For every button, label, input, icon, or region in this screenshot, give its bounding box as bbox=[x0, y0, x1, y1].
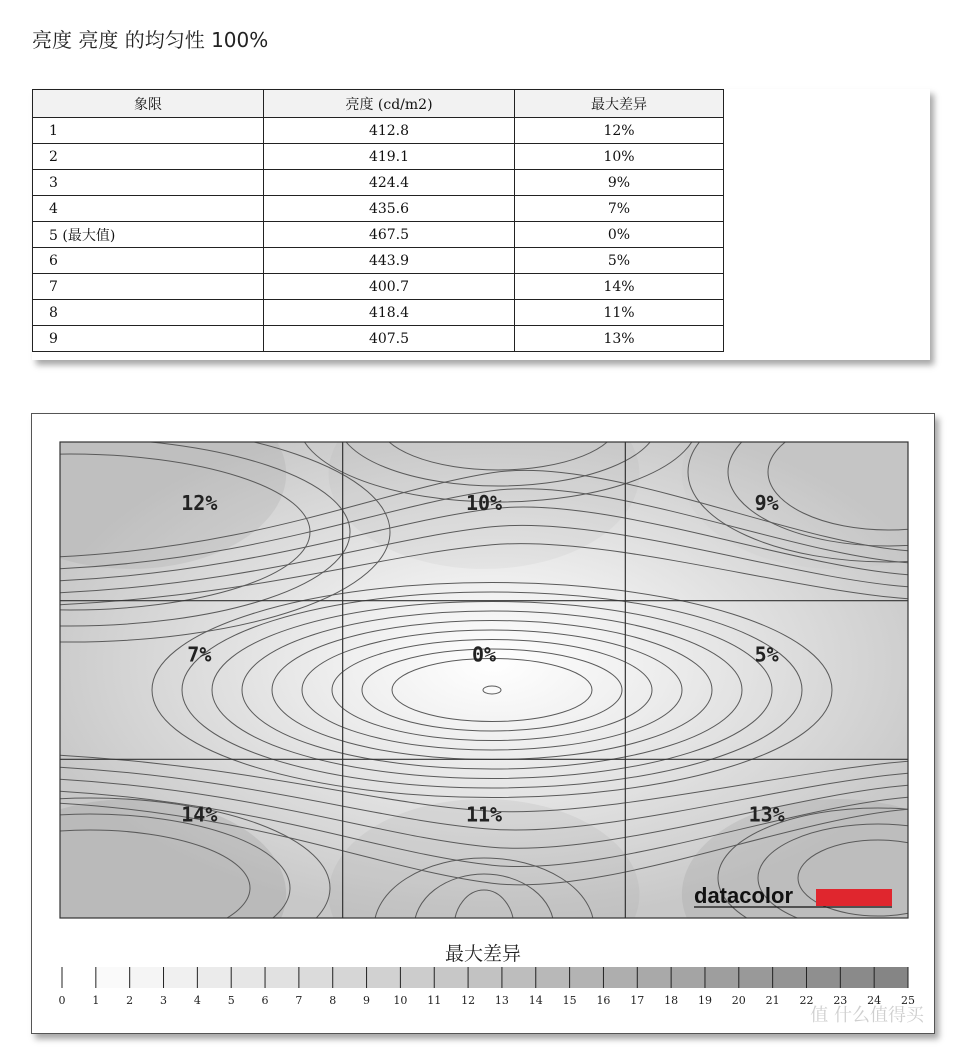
colorbar-segment bbox=[197, 967, 231, 988]
table-row bbox=[33, 170, 724, 196]
cell-luminance: 435.6 bbox=[264, 196, 515, 222]
colorbar bbox=[59, 967, 916, 1007]
colorbar-tick-label: 6 bbox=[261, 994, 269, 1007]
colorbar-segment bbox=[164, 967, 198, 988]
cell-max-diff: 14% bbox=[515, 274, 724, 300]
colorbar-segment bbox=[231, 967, 265, 988]
colorbar-segment bbox=[265, 967, 299, 988]
colorbar-tick-label: 25 bbox=[901, 994, 915, 1007]
colorbar-segment bbox=[874, 967, 908, 988]
cell-luminance: 424.4 bbox=[264, 170, 515, 196]
colorbar-tick-label: 11 bbox=[427, 994, 442, 1007]
colorbar-segment bbox=[400, 967, 434, 988]
cell-quadrant: 7 bbox=[33, 274, 264, 300]
cell-quadrant: 5 (最大值) bbox=[33, 222, 264, 248]
table-row bbox=[33, 118, 724, 144]
cell-quadrant: 9 bbox=[33, 326, 264, 352]
cell-luminance: 419.1 bbox=[264, 144, 515, 170]
cell-quadrant: 3 bbox=[33, 170, 264, 196]
colorbar-tick-label: 0 bbox=[58, 994, 66, 1007]
cell-max-diff: 12% bbox=[515, 118, 724, 144]
table-row bbox=[33, 274, 724, 300]
cell-max-diff: 7% bbox=[515, 196, 724, 222]
colorbar-tick-label: 20 bbox=[731, 994, 746, 1007]
cell-max-diff: 9% bbox=[515, 170, 724, 196]
colorbar-tick-label: 8 bbox=[329, 994, 337, 1007]
colorbar-tick-label: 7 bbox=[295, 994, 303, 1007]
cell-max-diff: 5% bbox=[515, 248, 724, 274]
colorbar-segment bbox=[739, 967, 773, 988]
colorbar-tick-label: 13 bbox=[494, 994, 509, 1007]
cell-quadrant: 2 bbox=[33, 144, 264, 170]
colorbar-tick-label: 10 bbox=[393, 994, 408, 1007]
colorbar-tick-label: 2 bbox=[126, 994, 134, 1007]
colorbar-segment bbox=[536, 967, 570, 988]
colorbar-tick-label: 21 bbox=[765, 994, 780, 1007]
colorbar-tick-label: 12 bbox=[461, 994, 476, 1007]
cell-quadrant: 4 bbox=[33, 196, 264, 222]
cell-max-diff: 10% bbox=[515, 144, 724, 170]
colorbar-segment bbox=[603, 967, 637, 988]
colorbar-segment bbox=[502, 967, 536, 988]
colorbar-segment bbox=[333, 967, 367, 988]
colorbar-tick-label: 24 bbox=[867, 994, 882, 1007]
quadrant-label: 12% bbox=[181, 491, 218, 515]
colorbar-tick-label: 17 bbox=[630, 994, 645, 1007]
watermark: 值 什么值得买 bbox=[810, 1005, 924, 1026]
table-row bbox=[33, 326, 724, 352]
colorbar-tick-label: 18 bbox=[664, 994, 679, 1007]
quadrant-label: 0% bbox=[471, 642, 497, 667]
colorbar-tick-label: 4 bbox=[193, 994, 201, 1007]
cell-luminance: 443.9 bbox=[264, 248, 515, 274]
colorbar-segment bbox=[299, 967, 333, 988]
table-row bbox=[33, 222, 724, 248]
header-quadrant: 象限 bbox=[33, 90, 264, 118]
cell-luminance: 407.5 bbox=[264, 326, 515, 352]
colorbar-tick-label: 3 bbox=[160, 994, 168, 1007]
cell-max-diff: 13% bbox=[515, 326, 724, 352]
colorbar-segment bbox=[671, 967, 705, 988]
colorbar-segment bbox=[96, 967, 130, 988]
colorbar-segment bbox=[705, 967, 739, 988]
colorbar-tick-label: 23 bbox=[833, 994, 848, 1007]
table-row bbox=[33, 248, 724, 274]
colorbar-tick-label: 14 bbox=[528, 994, 543, 1007]
colorbar-segment bbox=[434, 967, 468, 988]
uniformity-heatmap bbox=[32, 414, 934, 1033]
table-row bbox=[33, 300, 724, 326]
colorbar-tick-label: 16 bbox=[596, 994, 611, 1007]
colorbar-segment bbox=[570, 967, 604, 988]
cell-quadrant: 8 bbox=[33, 300, 264, 326]
colorbar-tick-label: 15 bbox=[562, 994, 577, 1007]
quadrant-label: 10% bbox=[465, 491, 503, 515]
cell-quadrant: 6 bbox=[33, 248, 264, 274]
quadrant-label: 11% bbox=[465, 802, 503, 827]
table-row bbox=[33, 144, 724, 170]
header-luminance: 亮度 (cd/m2) bbox=[264, 90, 515, 118]
colorbar-tick-label: 5 bbox=[227, 994, 235, 1007]
colorbar-segment bbox=[806, 967, 840, 988]
colorbar-segment bbox=[840, 967, 874, 988]
quadrant-label: 13% bbox=[748, 802, 785, 827]
colorbar-segment bbox=[637, 967, 671, 988]
cell-luminance: 412.8 bbox=[264, 118, 515, 144]
colorbar-tick-label: 1 bbox=[92, 994, 100, 1007]
page-title: 亮度 亮度 的均匀性 100% bbox=[32, 28, 269, 52]
colorbar-tick-label: 9 bbox=[363, 994, 371, 1007]
logo-text: datacolor bbox=[694, 883, 794, 908]
cell-max-diff: 0% bbox=[515, 222, 724, 248]
colorbar-segment bbox=[62, 967, 96, 988]
quadrant-table-panel bbox=[32, 89, 930, 360]
header-max-diff: 最大差异 bbox=[515, 90, 724, 118]
colorbar-segment bbox=[468, 967, 502, 988]
colorbar-segment bbox=[367, 967, 401, 988]
logo-red-bar bbox=[816, 889, 892, 906]
cell-quadrant: 1 bbox=[33, 118, 264, 144]
table-row bbox=[33, 196, 724, 222]
table-header-row bbox=[33, 90, 724, 118]
colorbar-segment bbox=[130, 967, 164, 988]
cell-luminance: 467.5 bbox=[264, 222, 515, 248]
quadrant-label: 14% bbox=[181, 802, 218, 827]
colorbar-tick-label: 19 bbox=[697, 994, 712, 1007]
cell-max-diff: 11% bbox=[515, 300, 724, 326]
quadrant-label: 7% bbox=[187, 642, 212, 667]
quadrant-label: 9% bbox=[754, 491, 779, 515]
colorbar-tick-label: 22 bbox=[799, 994, 814, 1007]
colorbar-title: 最大差异 bbox=[444, 943, 522, 965]
colorbar-segment bbox=[773, 967, 807, 988]
uniformity-chart-panel bbox=[31, 413, 935, 1034]
quadrant-table bbox=[32, 89, 724, 352]
quadrant-label: 5% bbox=[754, 642, 779, 667]
cell-luminance: 418.4 bbox=[264, 300, 515, 326]
cell-luminance: 400.7 bbox=[264, 274, 515, 300]
